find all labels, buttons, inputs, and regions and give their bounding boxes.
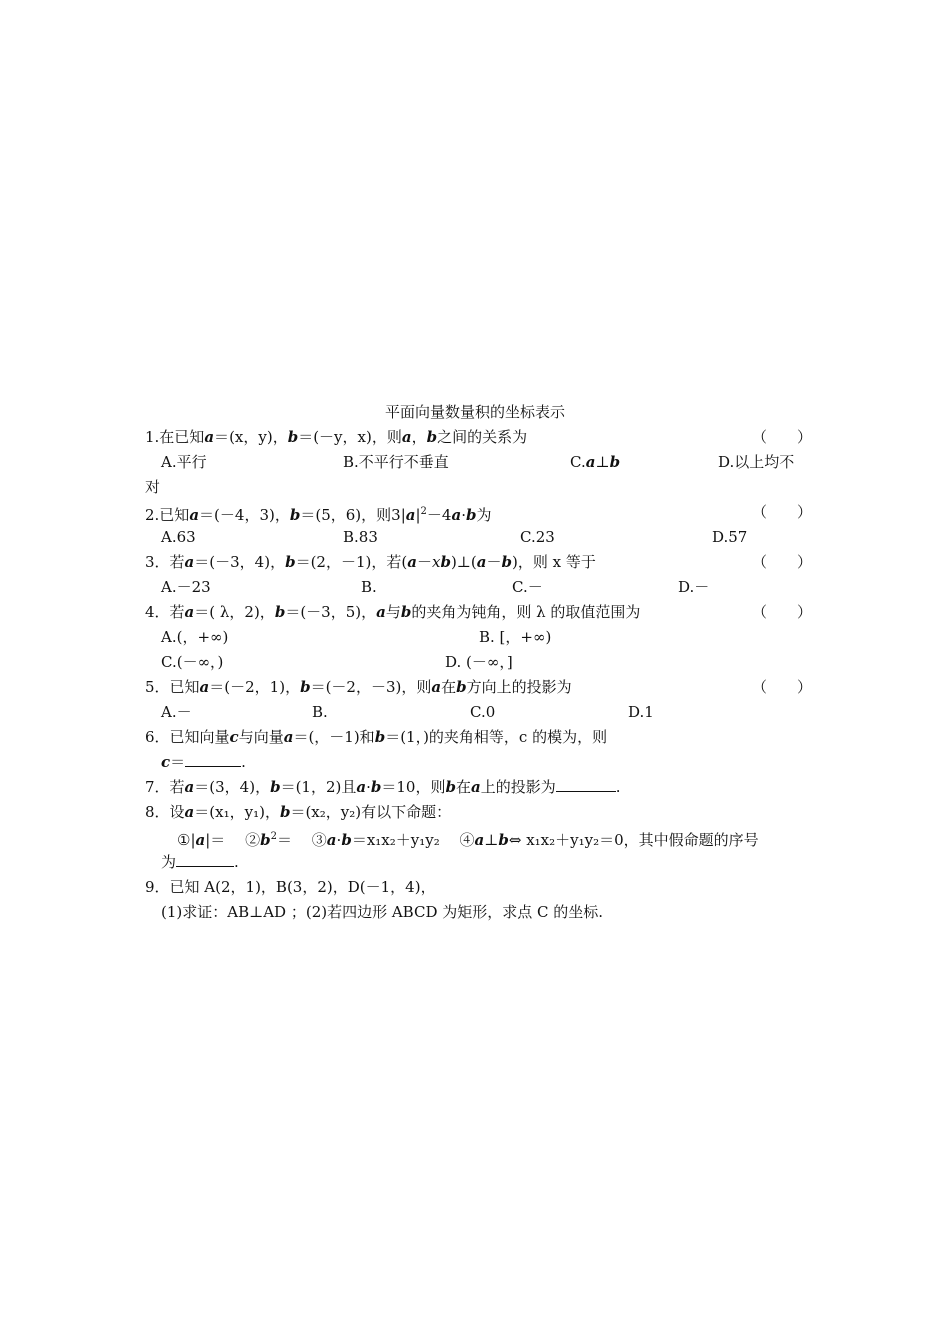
- question-8-stem: 8．设a＝(x₁，y₁)，b＝(x₂，y₂)有以下命题：: [145, 803, 452, 821]
- answer-blank-6[interactable]: [185, 752, 241, 767]
- question-5-option-a: A.－: [161, 703, 192, 721]
- question-5-option-b: B.: [312, 703, 328, 721]
- question-9-stem: 9．已知 A(2，1)，B(3，2)，D(－1，4)，: [145, 878, 436, 896]
- answer-paren-4: （ ）: [752, 603, 813, 621]
- question-2-option-b: B.83: [343, 528, 378, 546]
- question-3-option-b: B.: [361, 578, 377, 596]
- page-title: 平面向量数量积的坐标表示: [384, 403, 565, 421]
- question-2-stem: 2.已知a＝(－4，3)，b＝(5，6)，则$3|a|^2-4a\cdot b$为: [145, 506, 492, 524]
- question-2-option-c: C.23: [520, 528, 555, 546]
- question-8-propositions: ①|a|＝ $②b^2=$ ③a·b＝x₁x₂＋y₁y₂ ④a⊥b⇔ x₁x₂＋y₁y₂＝0，其中假命题的序号: [177, 831, 759, 849]
- question-6-stem: 6．已知向量c与向量a＝(，－1)和b＝(1，)的夹角相等，c 的模为，则: [145, 728, 608, 746]
- question-4-option-b: B. [，+∞): [479, 628, 552, 646]
- question-2-option-a: A.63: [161, 528, 196, 546]
- answer-paren-1: （ ）: [752, 428, 813, 446]
- question-3-option-d: D.－: [678, 578, 710, 596]
- question-1-option-b: B.不平行不垂直: [343, 453, 449, 471]
- question-5-stem: 5．已知a＝(－2，1)，b＝(－2，－3)，则a在b方向上的投影为: [145, 678, 572, 696]
- question-9-subquestions: (1)求证：AB⊥AD ；(2)若四边形 ABCD 为矩形，求点 C 的坐标.: [161, 903, 604, 921]
- question-4-option-c: C.(－∞，): [161, 653, 224, 671]
- question-1-option-c: C.a⊥b: [570, 453, 621, 471]
- question-1-option-d: D.以上均不: [718, 453, 795, 471]
- answer-paren-5: （ ）: [752, 678, 813, 696]
- question-1-stem: 1.在已知a＝(x，y)，b＝(－y，x)，则a，b之间的关系为: [145, 428, 528, 446]
- answer-blank-7[interactable]: [556, 777, 616, 792]
- question-1-option-a: A.平行: [161, 453, 207, 471]
- question-3-stem: 3．若a＝(－3，4)，b＝(2，－1)，若(a－xb)⊥(a－b)，则 x 等于: [145, 553, 596, 571]
- question-8-answer-line: 为 .: [161, 853, 239, 871]
- question-5-option-d: D.1: [628, 703, 654, 721]
- answer-paren-3: （ ）: [752, 553, 813, 571]
- question-7-stem: 7．若a＝(3，4)，b＝(1，2)且a·b＝10，则b在a上的投影为 .: [145, 778, 621, 796]
- question-5-option-c: C.0: [470, 703, 496, 721]
- question-3-option-a: A.－23: [161, 578, 211, 596]
- question-1-option-d-cont: 对: [145, 478, 161, 496]
- question-4-stem: 4．若a＝( λ，2)，b＝(－3，5)，a与b的夹角为钝角，则 λ 的取值范围为: [145, 603, 641, 621]
- question-4-option-a: A.(，+∞): [161, 628, 229, 646]
- question-2-option-d: D.57: [712, 528, 748, 546]
- answer-blank-8[interactable]: [176, 852, 234, 867]
- answer-paren-2: （ ）: [752, 503, 813, 521]
- question-6-answer-line: c＝ .: [161, 753, 246, 771]
- question-3-option-c: C.－: [512, 578, 543, 596]
- question-4-option-d: D. (－∞，]: [445, 653, 513, 671]
